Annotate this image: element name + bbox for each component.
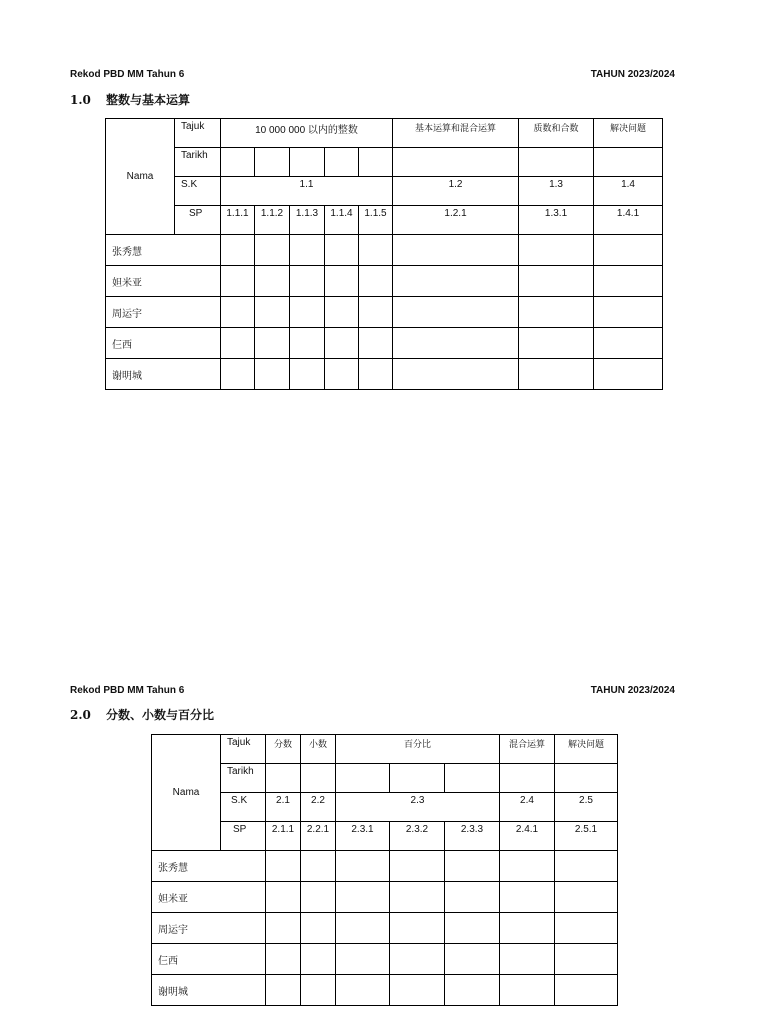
sk-cell: 1.4 — [594, 177, 663, 206]
record-title: Rekod PBD MM Tahun 6 — [70, 685, 185, 696]
topic-cell: 混合运算 — [500, 735, 555, 764]
score-cell[interactable] — [266, 975, 301, 1006]
score-cell[interactable] — [445, 944, 500, 975]
sp-cell: 2.2.1 — [301, 822, 336, 851]
topic-cell: 质数和合数 — [519, 119, 594, 148]
score-cell[interactable] — [301, 882, 336, 913]
sp-cell: 2.1.1 — [266, 822, 301, 851]
tajuk-label: Tajuk — [175, 119, 221, 148]
date-cell[interactable] — [336, 764, 390, 793]
score-cell[interactable] — [290, 297, 325, 328]
record-table-1 — [105, 118, 663, 390]
sp-cell: 2.3.3 — [445, 822, 500, 851]
record-table-2 — [151, 734, 618, 1006]
score-cell[interactable] — [301, 975, 336, 1006]
sk-cell: 2.4 — [500, 793, 555, 822]
section-title: 整数与基本运算 — [106, 93, 191, 107]
section-number: 2.0 — [70, 708, 91, 722]
student-name: 谢明城 — [152, 975, 266, 1006]
date-cell[interactable] — [519, 148, 594, 177]
score-cell[interactable] — [519, 266, 594, 297]
sp-cell: 2.3.1 — [336, 822, 390, 851]
topic-cell: 解决问题 — [594, 119, 663, 148]
score-cell[interactable] — [594, 359, 663, 390]
score-cell[interactable] — [290, 359, 325, 390]
score-cell[interactable] — [393, 297, 519, 328]
date-cell[interactable] — [359, 148, 393, 177]
sk-cell: 2.2 — [301, 793, 336, 822]
score-cell[interactable] — [393, 359, 519, 390]
topic-cell: 基本运算和混合运算 — [393, 119, 519, 148]
score-cell[interactable] — [255, 328, 290, 359]
score-cell[interactable] — [290, 328, 325, 359]
sk-label: S.K — [175, 177, 221, 206]
score-cell[interactable] — [390, 851, 445, 882]
score-cell[interactable] — [445, 913, 500, 944]
topic-cell: 10 000 000 以内的整数 — [221, 119, 393, 148]
score-cell[interactable] — [519, 235, 594, 266]
sp-cell: 2.5.1 — [555, 822, 618, 851]
score-cell[interactable] — [221, 359, 255, 390]
date-cell[interactable] — [594, 148, 663, 177]
section-number: 1.0 — [70, 93, 91, 107]
score-cell[interactable] — [336, 851, 390, 882]
score-cell[interactable] — [500, 882, 555, 913]
student-name: 妲米亚 — [106, 266, 221, 297]
score-cell[interactable] — [390, 882, 445, 913]
score-cell[interactable] — [393, 328, 519, 359]
sp-cell: 1.1.3 — [290, 206, 325, 235]
score-cell[interactable] — [325, 328, 359, 359]
school-year: TAHUN 2023/2024 — [590, 685, 675, 696]
student-name: 周运宇 — [106, 297, 221, 328]
score-cell[interactable] — [359, 297, 393, 328]
sp-cell: 1.1.2 — [255, 206, 290, 235]
student-row — [152, 882, 618, 913]
score-cell[interactable] — [255, 266, 290, 297]
nama-header: Nama — [106, 119, 175, 235]
score-cell[interactable] — [359, 266, 393, 297]
sp-cell: 1.1.1 — [221, 206, 255, 235]
tajuk-label: Tajuk — [221, 735, 266, 764]
student-name: 张秀慧 — [106, 235, 221, 266]
date-cell[interactable] — [290, 148, 325, 177]
student-name: 仨西 — [106, 328, 221, 359]
score-cell[interactable] — [359, 235, 393, 266]
score-cell[interactable] — [445, 882, 500, 913]
score-cell[interactable] — [594, 235, 663, 266]
tarikh-label: Tarikh — [221, 764, 266, 793]
score-cell[interactable] — [519, 359, 594, 390]
school-year: TAHUN 2023/2024 — [590, 69, 675, 80]
score-cell[interactable] — [221, 328, 255, 359]
date-cell[interactable] — [500, 764, 555, 793]
sp-cell: 2.4.1 — [500, 822, 555, 851]
score-cell[interactable] — [325, 359, 359, 390]
score-cell[interactable] — [519, 297, 594, 328]
score-cell[interactable] — [255, 235, 290, 266]
topic-cell: 解决问题 — [555, 735, 618, 764]
sk-cell: 1.1 — [221, 177, 393, 206]
date-cell[interactable] — [266, 764, 301, 793]
student-row — [106, 328, 663, 359]
score-cell[interactable] — [325, 266, 359, 297]
score-cell[interactable] — [500, 975, 555, 1006]
sp-cell: 1.4.1 — [594, 206, 663, 235]
date-cell[interactable] — [393, 148, 519, 177]
score-cell[interactable] — [555, 913, 618, 944]
score-cell[interactable] — [325, 297, 359, 328]
score-cell[interactable] — [393, 235, 519, 266]
score-cell[interactable] — [519, 328, 594, 359]
date-cell[interactable] — [390, 764, 445, 793]
score-cell[interactable] — [594, 266, 663, 297]
date-cell[interactable] — [555, 764, 618, 793]
score-cell[interactable] — [336, 975, 390, 1006]
score-cell[interactable] — [336, 913, 390, 944]
score-cell[interactable] — [390, 913, 445, 944]
sk-cell: 2.1 — [266, 793, 301, 822]
score-cell[interactable] — [359, 359, 393, 390]
score-cell[interactable] — [393, 266, 519, 297]
sk-cell: 1.2 — [393, 177, 519, 206]
score-cell[interactable] — [500, 913, 555, 944]
date-cell[interactable] — [325, 148, 359, 177]
sp-cell: 1.3.1 — [519, 206, 594, 235]
date-cell[interactable] — [255, 148, 290, 177]
score-cell[interactable] — [290, 235, 325, 266]
score-cell[interactable] — [555, 851, 618, 882]
tarikh-label: Tarikh — [175, 148, 221, 177]
topic-cell: 分数 — [266, 735, 301, 764]
sp-label: SP — [175, 206, 221, 235]
score-cell[interactable] — [555, 975, 618, 1006]
student-row — [106, 297, 663, 328]
score-cell[interactable] — [301, 913, 336, 944]
score-cell[interactable] — [255, 359, 290, 390]
score-cell[interactable] — [336, 882, 390, 913]
sk-label: S.K — [221, 793, 266, 822]
sp-cell: 2.3.2 — [390, 822, 445, 851]
score-cell[interactable] — [266, 944, 301, 975]
student-name: 仨西 — [152, 944, 266, 975]
score-cell[interactable] — [221, 266, 255, 297]
score-cell[interactable] — [500, 944, 555, 975]
sk-cell: 2.3 — [336, 793, 500, 822]
sp-label: SP — [221, 822, 266, 851]
record-title: Rekod PBD MM Tahun 6 — [70, 69, 185, 80]
section-title: 分数、小数与百分比 — [106, 708, 215, 722]
score-cell[interactable] — [555, 882, 618, 913]
date-cell[interactable] — [445, 764, 500, 793]
topic-cell: 百分比 — [336, 735, 500, 764]
score-cell[interactable] — [255, 297, 290, 328]
date-cell[interactable] — [221, 148, 255, 177]
score-cell[interactable] — [390, 944, 445, 975]
score-cell[interactable] — [555, 944, 618, 975]
sp-cell: 1.1.5 — [359, 206, 393, 235]
score-cell[interactable] — [290, 266, 325, 297]
score-cell[interactable] — [221, 297, 255, 328]
student-row — [152, 913, 618, 944]
sp-cell: 1.1.4 — [325, 206, 359, 235]
date-cell[interactable] — [301, 764, 336, 793]
student-row — [152, 851, 618, 882]
student-name: 妲米亚 — [152, 882, 266, 913]
score-cell[interactable] — [594, 328, 663, 359]
student-row — [106, 359, 663, 390]
score-cell[interactable] — [445, 851, 500, 882]
score-cell[interactable] — [266, 913, 301, 944]
student-row — [152, 944, 618, 975]
score-cell[interactable] — [221, 235, 255, 266]
student-name: 张秀慧 — [152, 851, 266, 882]
section-heading-1 — [70, 91, 190, 108]
score-cell[interactable] — [301, 851, 336, 882]
nama-header: Nama — [152, 735, 221, 851]
student-row — [152, 975, 618, 1006]
score-cell[interactable] — [325, 235, 359, 266]
student-name: 谢明城 — [106, 359, 221, 390]
score-cell[interactable] — [390, 975, 445, 1006]
topic-cell: 小数 — [301, 735, 336, 764]
score-cell[interactable] — [336, 944, 390, 975]
student-name: 周运宇 — [152, 913, 266, 944]
student-row — [106, 235, 663, 266]
score-cell[interactable] — [266, 851, 301, 882]
sp-cell: 1.2.1 — [393, 206, 519, 235]
score-cell[interactable] — [359, 328, 393, 359]
score-cell[interactable] — [500, 851, 555, 882]
score-cell[interactable] — [266, 882, 301, 913]
sk-cell: 1.3 — [519, 177, 594, 206]
score-cell[interactable] — [445, 975, 500, 1006]
section-heading-2 — [70, 706, 214, 723]
score-cell[interactable] — [594, 297, 663, 328]
sk-cell: 2.5 — [555, 793, 618, 822]
score-cell[interactable] — [301, 944, 336, 975]
student-row — [106, 266, 663, 297]
